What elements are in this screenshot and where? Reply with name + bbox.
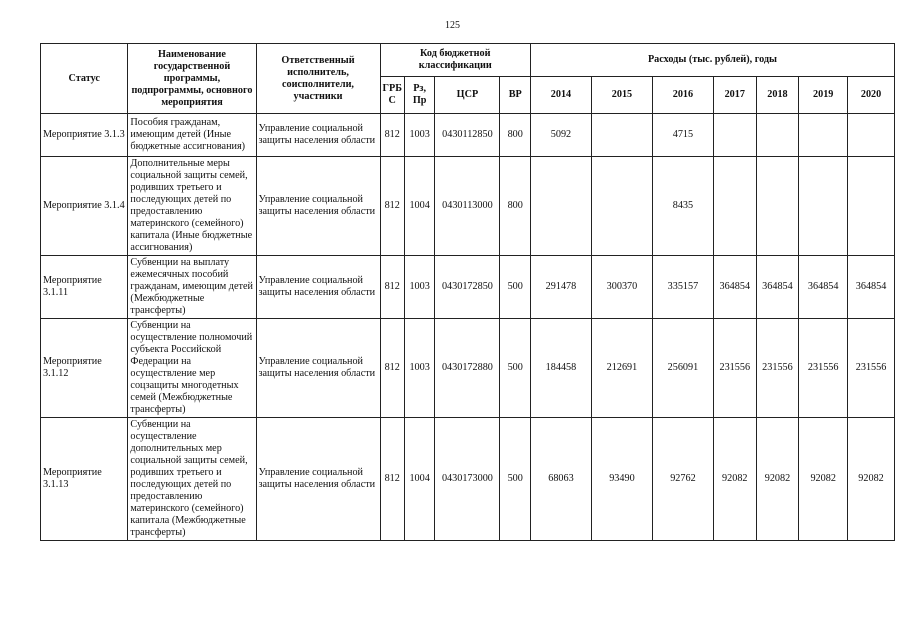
row-executor: Управление социальной защиты населения области [256, 114, 380, 157]
header-row-top [41, 44, 895, 77]
row-vr: 500 [500, 319, 531, 418]
row-grbs: 812 [380, 114, 404, 157]
budget-table [40, 43, 895, 541]
header-year-2018: 2018 [756, 77, 799, 114]
value-2020 [848, 157, 895, 256]
row-grbs: 812 [380, 319, 404, 418]
value-2020: 92082 [848, 418, 895, 541]
table-row [41, 157, 895, 256]
value-2019 [799, 157, 848, 256]
value-2019 [799, 114, 848, 157]
value-2014 [530, 157, 591, 256]
header-expenses: Расходы (тыс. рублей), годы [530, 44, 894, 77]
header-executor: Ответственный исполнитель, соисполнители, участники [256, 44, 380, 114]
row-name: Пособия гражданам, имеющим детей (Иные бюджетные ассигнования) [128, 114, 256, 157]
row-name: Субвенции на выплату ежемесячных пособий гражданам, имеющим детей (Межбюджетные трансферты) [128, 256, 256, 319]
row-vr: 800 [500, 157, 531, 256]
value-2018 [756, 157, 799, 256]
row-grbs: 812 [380, 256, 404, 319]
row-name: Субвенции на осуществление дополнительных мер социальной защиты семей, родивших третьего и последующих детей по предоставлению материнского (семейного) капитала (Межбюджетные трансферты) [128, 418, 256, 541]
value-2020: 364854 [848, 256, 895, 319]
value-2016: 335157 [652, 256, 713, 319]
row-status: Мероприятие 3.1.11 [41, 256, 128, 319]
value-2015: 93490 [591, 418, 652, 541]
value-2016: 92762 [652, 418, 713, 541]
row-name: Дополнительные меры социальной защиты семей, родивших третьего и последующих детей по предоставлению материнского (семейного) капитала (Иные бюджетные ассигнования) [128, 157, 256, 256]
value-2015: 212691 [591, 319, 652, 418]
value-2017: 364854 [713, 256, 756, 319]
value-2014: 184458 [530, 319, 591, 418]
value-2018 [756, 114, 799, 157]
row-vr: 500 [500, 256, 531, 319]
header-status: Статус [41, 44, 128, 114]
header-year-2017: 2017 [713, 77, 756, 114]
value-2018: 231556 [756, 319, 799, 418]
value-2020 [848, 114, 895, 157]
header-csr: ЦСР [435, 77, 500, 114]
value-2014: 291478 [530, 256, 591, 319]
table-row [41, 114, 895, 157]
header-year-2015: 2015 [591, 77, 652, 114]
row-executor: Управление социальной защиты населения области [256, 319, 380, 418]
value-2020: 231556 [848, 319, 895, 418]
header-budget-code: Код бюджетной классификации [380, 44, 530, 77]
table-row [41, 256, 895, 319]
row-grbs: 812 [380, 157, 404, 256]
value-2019: 231556 [799, 319, 848, 418]
value-2016: 256091 [652, 319, 713, 418]
row-csr: 0430172850 [435, 256, 500, 319]
row-status: Мероприятие 3.1.4 [41, 157, 128, 256]
row-rzpr: 1004 [404, 418, 434, 541]
value-2017 [713, 114, 756, 157]
row-grbs: 812 [380, 418, 404, 541]
value-2014: 5092 [530, 114, 591, 157]
value-2016: 4715 [652, 114, 713, 157]
page-number: 125 [445, 20, 460, 31]
row-status: Мероприятие 3.1.12 [41, 319, 128, 418]
table-row [41, 418, 895, 541]
value-2017 [713, 157, 756, 256]
value-2017: 92082 [713, 418, 756, 541]
row-rzpr: 1003 [404, 256, 434, 319]
header-rzpr: Рз, Пр [404, 77, 434, 114]
value-2018: 92082 [756, 418, 799, 541]
row-rzpr: 1003 [404, 319, 434, 418]
header-year-2016: 2016 [652, 77, 713, 114]
header-vr: ВР [500, 77, 531, 114]
row-csr: 0430173000 [435, 418, 500, 541]
value-2015: 300370 [591, 256, 652, 319]
row-name: Субвенции на осуществление полномочий субъекта Российской Федерации на осуществление мер соцзащиты многодетных семей (Межбюджетные трансферты) [128, 319, 256, 418]
value-2019: 92082 [799, 418, 848, 541]
row-rzpr: 1003 [404, 114, 434, 157]
row-csr: 0430172880 [435, 319, 500, 418]
row-rzpr: 1004 [404, 157, 434, 256]
row-executor: Управление социальной защиты населения области [256, 157, 380, 256]
header-grbs: ГРБ С [380, 77, 404, 114]
row-csr: 0430112850 [435, 114, 500, 157]
value-2015 [591, 114, 652, 157]
value-2014: 68063 [530, 418, 591, 541]
header-year-2020: 2020 [848, 77, 895, 114]
row-status: Мероприятие 3.1.3 [41, 114, 128, 157]
value-2015 [591, 157, 652, 256]
row-status: Мероприятие 3.1.13 [41, 418, 128, 541]
value-2018: 364854 [756, 256, 799, 319]
value-2016: 8435 [652, 157, 713, 256]
row-vr: 500 [500, 418, 531, 541]
header-name: Наименование государственной программы, подпрограммы, основного мероприятия [128, 44, 256, 114]
value-2017: 231556 [713, 319, 756, 418]
header-year-2014: 2014 [530, 77, 591, 114]
row-vr: 800 [500, 114, 531, 157]
value-2019: 364854 [799, 256, 848, 319]
table-row [41, 319, 895, 418]
row-csr: 0430113000 [435, 157, 500, 256]
header-year-2019: 2019 [799, 77, 848, 114]
row-executor: Управление социальной защиты населения области [256, 418, 380, 541]
row-executor: Управление социальной защиты населения области [256, 256, 380, 319]
